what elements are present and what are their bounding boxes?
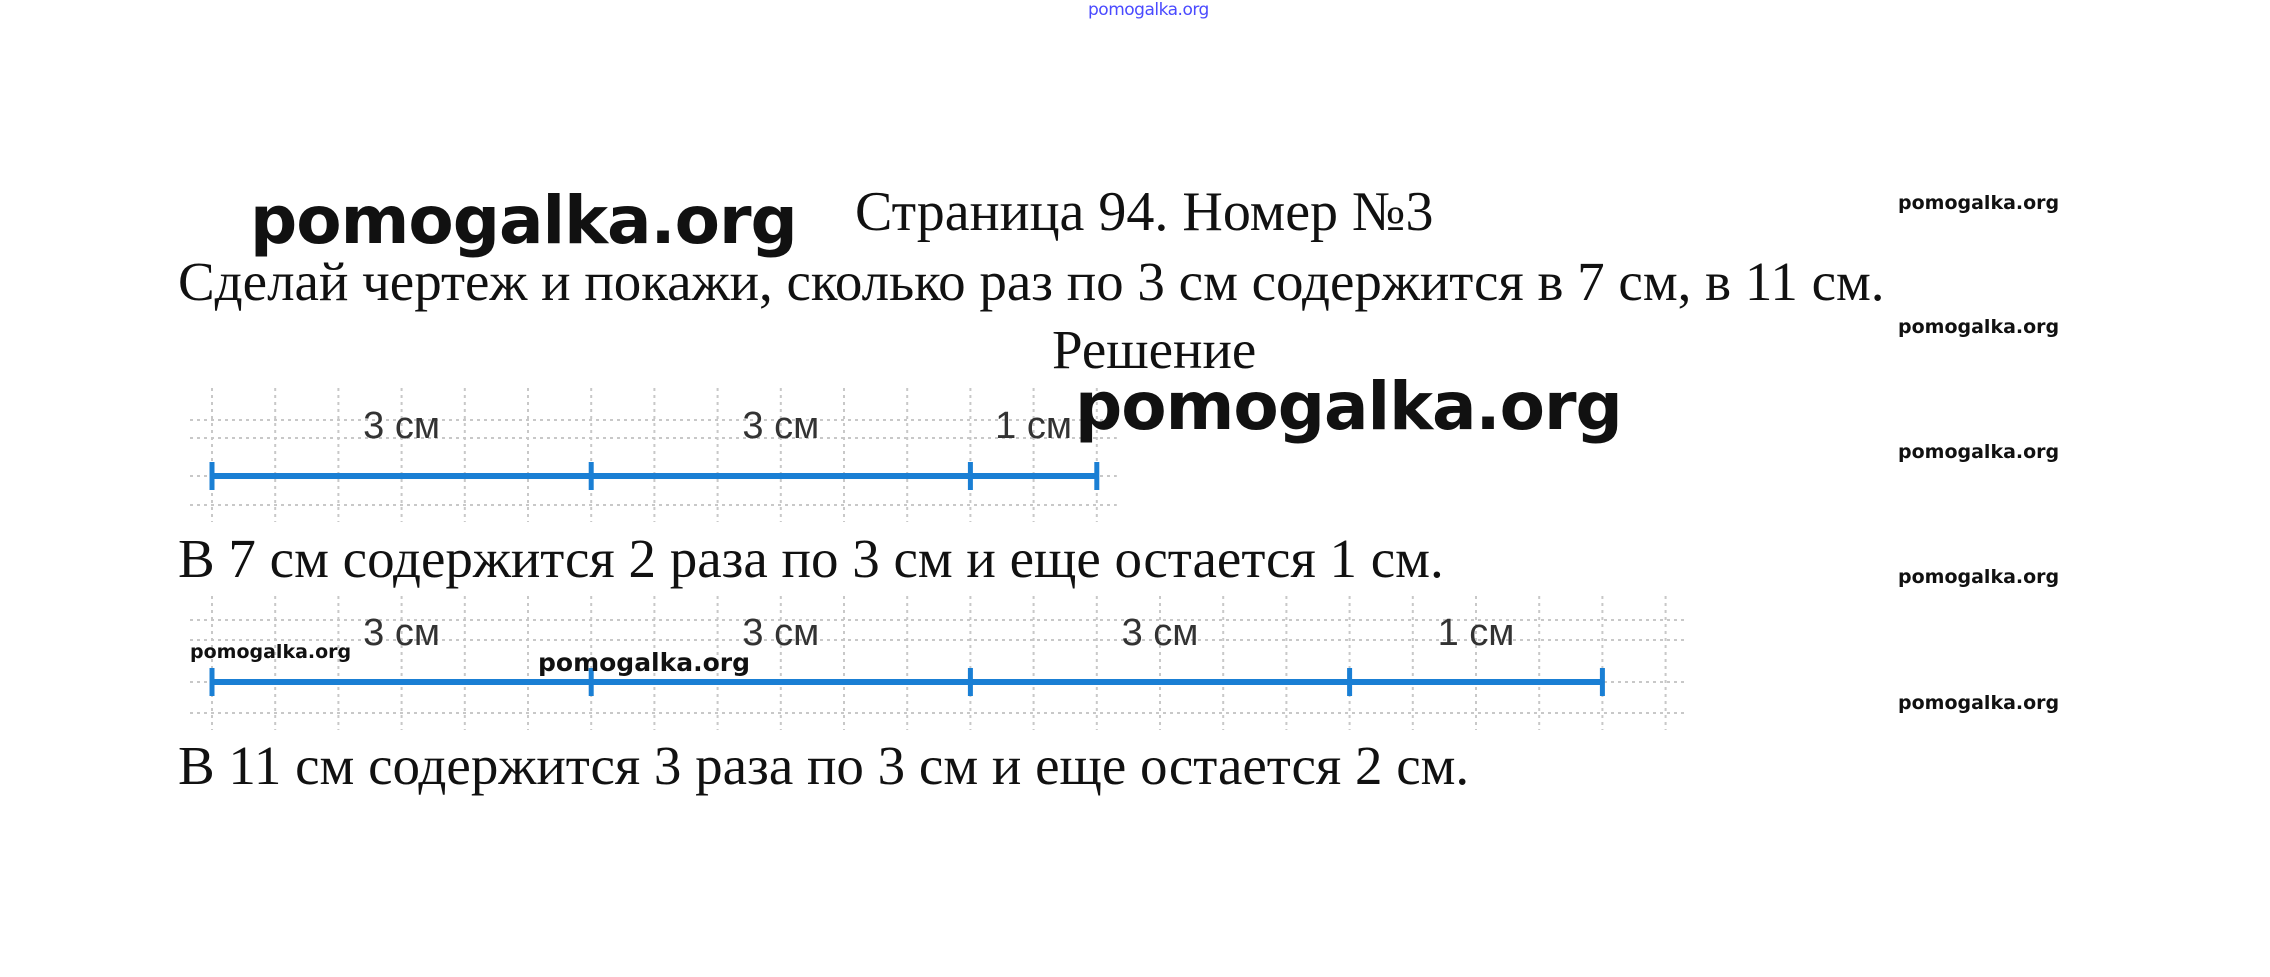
watermark-side-1: pomogalka.org <box>1898 192 2060 214</box>
watermark-top: pomogalka.org <box>1088 0 1209 20</box>
diagram-2-segments <box>212 668 1602 696</box>
d1-segment-label-3: 1 см <box>995 405 1073 447</box>
d1-segment-label-2: 3 см <box>742 405 820 447</box>
watermark-large-left: pomogalka.org <box>250 182 797 259</box>
answer-2: В 11 см содержится 3 раза по 3 см и еще остается 2 см. <box>178 735 1470 796</box>
task-text: Сделай чертеж и покажи, сколько раз по 3 см содержится в 7 см, в 11 см. <box>178 251 1885 312</box>
d2-segment-label-4: 1 см <box>1437 612 1515 654</box>
diagram-2-labels <box>363 612 1514 654</box>
answer-1: В 7 см содержится 2 раза по 3 см и еще остается 1 см. <box>178 528 1444 589</box>
watermark-ruler-left: pomogalka.org <box>190 641 352 663</box>
solution-heading: Решение <box>1052 319 1257 380</box>
d2-segment-label-1: 3 см <box>363 612 441 654</box>
page-title: Страница 94. Номер №3 <box>855 181 1434 243</box>
watermark-side-3: pomogalka.org <box>1898 441 2060 463</box>
d2-segment-label-2: 3 см <box>742 612 820 654</box>
watermark-side-4: pomogalka.org <box>1898 566 2060 588</box>
watermark-ruler-mid: pomogalka.org <box>538 648 751 677</box>
watermark-side-2: pomogalka.org <box>1898 316 2060 338</box>
watermark-side-5: pomogalka.org <box>1898 692 2060 714</box>
watermark-large-center: pomogalka.org <box>1075 368 1622 445</box>
d1-segment-label-1: 3 см <box>363 405 441 447</box>
d2-segment-label-3: 3 см <box>1121 612 1199 654</box>
